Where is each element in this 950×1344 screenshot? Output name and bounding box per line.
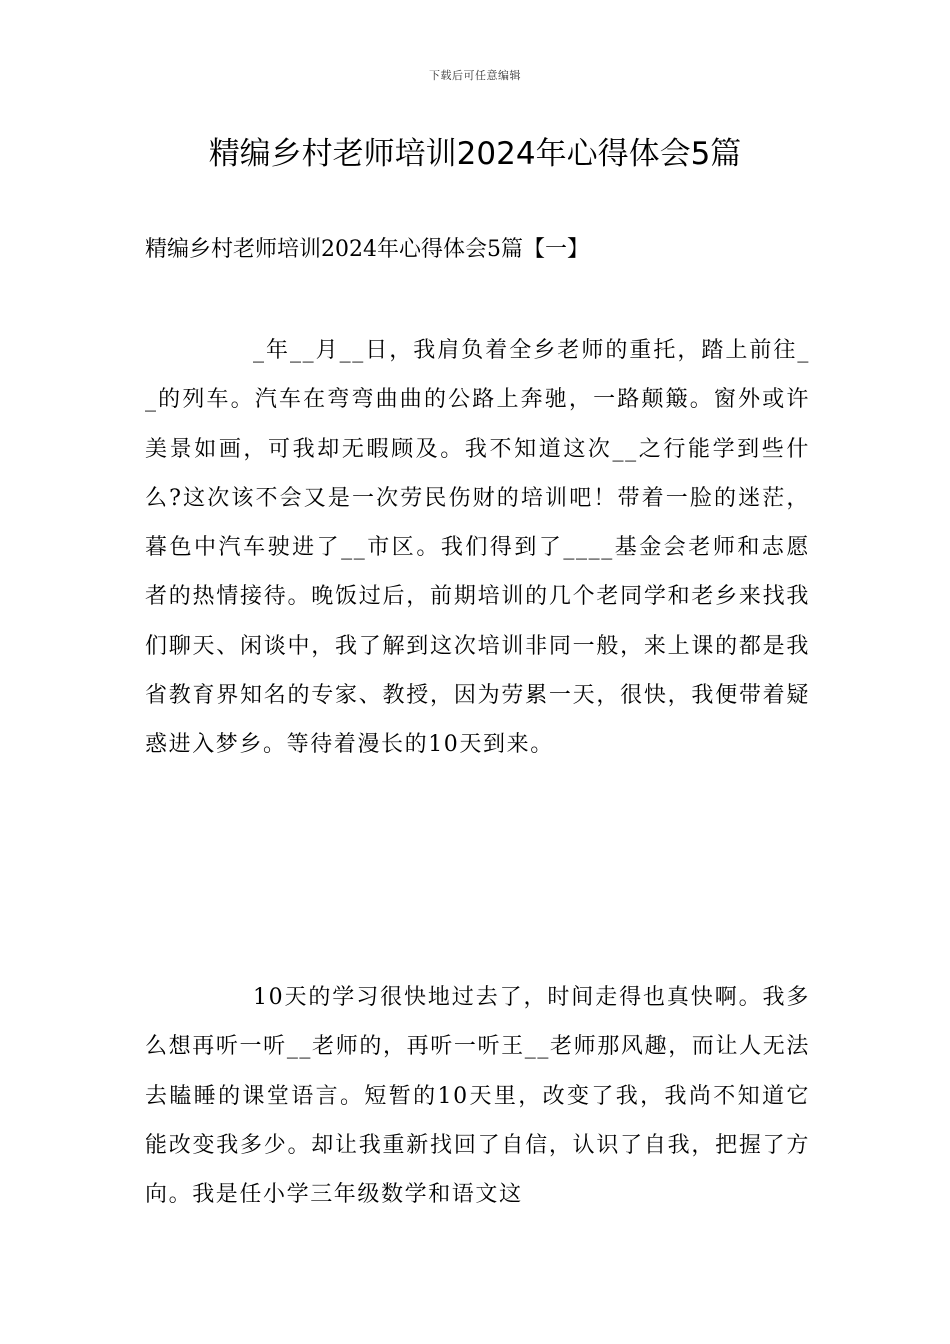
header-note: 下载后可任意编辑 [429, 69, 521, 82]
section-heading: 精编乡村老师培训2024年心得体会5篇【一】 [145, 237, 589, 262]
body-paragraph: _年__月__日，我肩负着全乡老师的重托，踏上前往__的列车。汽车在弯弯曲曲的公路上奔驰，一路颠簸。窗外或许美景如画，可我却无暇顾及。我不知道这次__之行能学到些什么?这次该不会又是一次劳民伤财的培训吧！带着一脸的迷茫，暮色中汽车驶进了__市区。我们得到了____基金会老师和志愿者的热情接待。晚饭过后，前期培训的几个老同学和老乡来找我们聊天、闲谈中，我了解到这次培训非同一般，来上课的都是我省教育界知名的专家、教授，因为劳累一天，很快，我便带着疑惑进入梦乡。等待着漫长的10天到来。 [145, 338, 810, 758]
document-title: 精编乡村老师培训2024年心得体会5篇 [208, 136, 742, 172]
body-paragraph: 10天的学习很快地过去了，时间走得也真快啊。我多么想再听一听__老师的，再听一听王__老师那风趣，而让人无法去瞌睡的课堂语言。短暂的10天里，改变了我，我尚不知道它能改变我多少。却让我重新找回了自信，认识了自我，把握了方向。我是任小学三年级数学和语文这 [145, 985, 810, 1208]
